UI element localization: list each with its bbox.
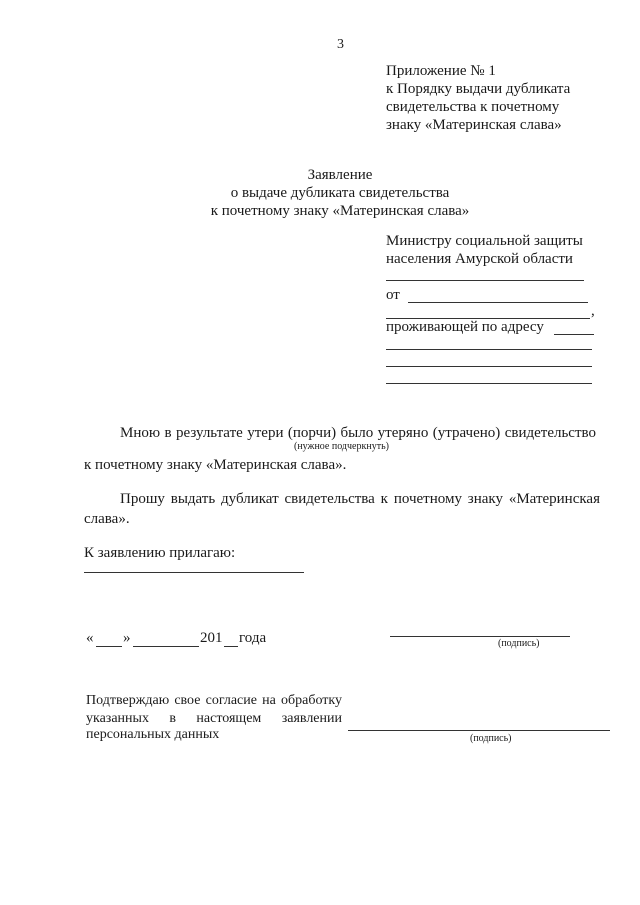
appendix-line-3: свидетельства к почетному — [386, 99, 560, 115]
residing-label: проживающей по адресу — [386, 319, 544, 335]
year-prefix: 201 — [200, 630, 223, 646]
year-suffix: года — [239, 630, 267, 646]
addressee-line-1: Министру социальной защиты — [386, 233, 583, 249]
attachments-line — [84, 572, 304, 573]
heading-title: Заявление — [307, 167, 373, 183]
appendix-line-1: Приложение № 1 — [386, 63, 496, 79]
paragraph-1-line-1: Мною в результате утери (порчи) было утеряно (утрачено) свидетельство — [120, 425, 596, 441]
day-blank-line — [96, 646, 122, 647]
page-number: 3 — [337, 37, 344, 52]
date-close-quote: » — [123, 630, 131, 646]
heading-line-3: к почетному знаку «Материнская слава» — [210, 203, 470, 219]
heading-line-2: о выдаче дубликата свидетельства — [230, 185, 450, 201]
name-comma: , — [591, 303, 595, 319]
appendix-line-4: знаку «Материнская слава» — [386, 117, 562, 133]
addressee-blank-line — [386, 280, 584, 281]
paragraph-2-line-2: слава». — [84, 511, 130, 527]
date-open-quote: « — [86, 630, 94, 646]
signature-line — [390, 636, 570, 637]
attachments-label: К заявлению прилагаю: — [84, 545, 236, 561]
address-line-2 — [386, 349, 592, 350]
consent-line-2: указанных в настоящем заявлении — [86, 711, 342, 726]
from-label: от — [386, 287, 400, 303]
consent-line-3: персональных данных — [86, 727, 220, 742]
consent-line-1: Подтверждаю свое согласие на обработку — [86, 693, 342, 708]
paragraph-1-line-2: к почетному знаку «Материнская слава». — [84, 457, 347, 473]
addressee-line-2: населения Амурской области — [386, 251, 573, 267]
consent-signature-line — [348, 730, 610, 731]
address-line-1 — [554, 334, 594, 335]
month-blank-line — [133, 646, 199, 647]
signature-note: (подпись) — [498, 638, 540, 649]
paragraph-2-line-1: Прошу выдать дубликат свидетельства к почетному знаку «Материнская — [120, 491, 600, 507]
appendix-line-2: к Порядку выдачи дубликата — [386, 81, 571, 97]
from-name-line — [408, 302, 588, 303]
consent-signature-note: (подпись) — [470, 733, 512, 744]
underline-note: (нужное подчеркнуть) — [294, 441, 389, 452]
year-blank-line — [224, 646, 238, 647]
address-line-4 — [386, 383, 592, 384]
address-line-3 — [386, 366, 592, 367]
